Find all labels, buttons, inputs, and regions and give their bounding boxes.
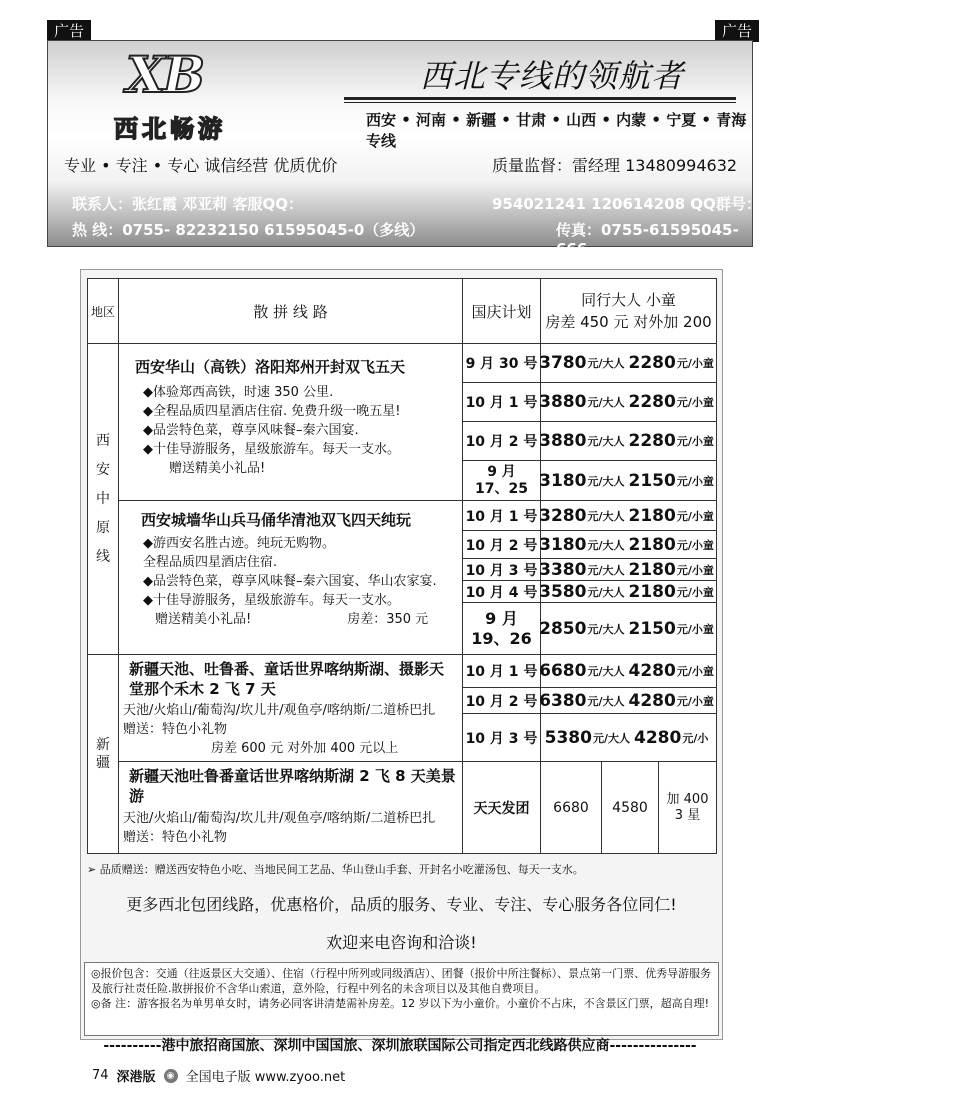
page-number: 74 [92, 1068, 109, 1083]
adult-price: 6680 [540, 761, 602, 854]
globe-icon: ◉ [164, 1069, 178, 1083]
price-cell [540, 713, 717, 762]
adult-unit: 元/大人 [587, 694, 625, 708]
slogan: 西北专线的领航者 [420, 57, 685, 95]
child-unit: 元/小童 [676, 396, 714, 409]
adult-unit: 元/大人 [587, 622, 625, 636]
region-char: 线 [96, 548, 110, 565]
motto: 专业 • 专注 • 专心 诚信经营 优质优价 [64, 156, 338, 175]
adult-unit: 元/大人 [587, 665, 625, 678]
child-unit: 元/小童 [676, 694, 714, 708]
price-cell [540, 460, 717, 501]
logo-text: 西北畅游 [114, 114, 226, 143]
adult-price: 6380 [539, 690, 587, 711]
adult-unit: 元/大人 [587, 563, 625, 577]
region-char: 原 [96, 519, 110, 536]
date-cell: 10 月 1 号 [462, 654, 541, 688]
quality-supervisor: 质量监督：雷经理 13480994632 [492, 156, 738, 175]
adult-price: 3280 [539, 505, 587, 526]
route-line: 房差 600 元 对外加 400 元以上 [211, 741, 399, 756]
adult-price: 6680 [539, 661, 587, 681]
header-price-line2: 房差 450 元 对外加 200 [545, 313, 712, 331]
header-price-line1: 同行大人 小童 [581, 291, 676, 309]
adult-unit: 元/大人 [587, 585, 625, 599]
adult-unit: 元/大人 [587, 474, 625, 488]
child-price: 4280 [628, 661, 676, 681]
route-line: ◆十佳导游服务，星级旅游车。每天一支水。 [143, 442, 400, 457]
price-cell [540, 687, 717, 714]
child-unit: 元/小童 [676, 357, 714, 370]
child-price: 2280 [628, 392, 676, 412]
date-cell: 9 月 17、25 [462, 460, 541, 501]
adult-price: 3780 [539, 353, 587, 373]
adult-price: 5380 [544, 727, 592, 748]
adult-price: 2850 [539, 618, 587, 639]
price-cell [540, 654, 717, 688]
region-char: 疆 [96, 755, 110, 771]
price-cell [540, 580, 717, 603]
date-cell: 天天发团 [462, 761, 541, 854]
site-link[interactable]: 全国电子版 www.zyoo.net [185, 1070, 346, 1085]
header-plan: 国庆计划 [462, 278, 541, 344]
child-price: 2180 [628, 581, 676, 602]
region-char: 安 [96, 461, 110, 478]
child-price: 2180 [628, 559, 676, 580]
route-line: 赠送：特色小礼物 [123, 722, 228, 737]
date-cell: 10 月 1 号 [462, 500, 541, 531]
route-line: 赠送精美小礼品! [169, 461, 266, 476]
note-remarks: ◎备 注：游客报名为单男单女时，请务必同客讲清楚需补房差。12 岁以下为小童价。小童价不占床，不含景区门票，超高自理! [91, 997, 709, 1010]
price-cell [540, 530, 717, 559]
header-route: 散 拼 线 路 [118, 278, 463, 344]
route-title: 西安城墙华山兵马俑华清池双飞四天纯玩 [141, 511, 412, 529]
route-xian-huashan [118, 343, 463, 501]
route-xinjiang-8days [118, 761, 463, 854]
child-unit: 元/小童 [676, 435, 714, 448]
child-unit: 元/小童 [676, 563, 714, 577]
adult-price: 3580 [539, 581, 587, 602]
child-unit: 元/小童 [676, 665, 714, 678]
child-price: 2180 [628, 534, 676, 555]
header-region: 地区 [87, 278, 119, 344]
date-cell: 10 月 3 号 [462, 713, 541, 762]
price-cell [540, 558, 717, 581]
region-char: 新 [96, 737, 110, 753]
edition: 深港版 [116, 1070, 156, 1085]
route-line [141, 610, 462, 629]
price-table [87, 278, 717, 862]
date-cell: 10 月 1 号 [462, 382, 541, 422]
route-line: 天池/火焰山/葡萄沟/坎儿井/观鱼亭/喀纳斯/二道桥巴扎 [123, 811, 436, 826]
child-unit: 元/小童 [676, 538, 714, 552]
route-line: 天池/火焰山/葡萄沟/坎儿井/观鱼亭/喀纳斯/二道桥巴扎 [123, 703, 436, 718]
price-cell [540, 343, 717, 383]
date-cell: 10 月 2 号 [462, 421, 541, 461]
route-title: 新疆天池吐鲁番童话世界喀纳斯湖 2 飞 8 天美景游 [129, 767, 456, 805]
more-routes: 更多西北包团线路，优惠格价，品质的服务、专业、专注、专心服务各位同仁! [126, 895, 677, 914]
route-line: ◆全程品质四星酒店住宿. 免费升级一晚五星! [143, 404, 401, 419]
route-list: 西安 • 河南 • 新疆 • 甘肃 • 山西 • 内蒙 • 宁夏 • 青海专线 [366, 111, 747, 150]
note-includes: ◎报价包含：交通（往返景区大交通）、住宿（行程中所列或同级酒店）、团餐（报价中所注餐标）、景点第一门票、优秀导游服务及旅行社责任险.散拼报价不含华山索道，意外险，行程中列名的未含项目以及其他自费项目。 [91, 967, 712, 995]
hotline: 热 线：0755- 82232150 61595045-0（多线） [72, 221, 425, 239]
date-cell: 10 月 2 号 [462, 530, 541, 559]
fax: 传真：0755-61595045-666 [556, 221, 739, 258]
adult-unit: 元/大人 [587, 538, 625, 552]
adult-unit: 元/大人 [587, 435, 625, 448]
route-xinjiang-7days [118, 654, 463, 762]
child-unit: 元/小童 [676, 509, 714, 523]
child-unit: 元/小童 [676, 474, 714, 488]
adult-unit: 元/大人 [587, 396, 625, 409]
gift-note: ➢ 品质赠送：赠送西安特色小吃、当地民间工艺品、华山登山手套、开封名小吃灌汤包、每天一支水。 [87, 863, 584, 876]
adult-unit: 元/大人 [587, 509, 625, 523]
price-cell [540, 500, 717, 531]
region-xinjiang [87, 654, 119, 854]
route-title: 新疆天池、吐鲁番、童话世界喀纳斯湖、摄影天堂那个禾木 2 飞 7 天 [129, 660, 445, 698]
child-price: 2180 [628, 505, 676, 526]
region-char: 中 [96, 490, 110, 507]
date-cell: 10 月 2 号 [462, 687, 541, 714]
date-cell: 9 月 30 号 [462, 343, 541, 383]
route-line: ◆品尝特色菜，尊享风味餐–秦六国宴、华山农家宴. [143, 574, 437, 589]
child-price: 2150 [628, 470, 676, 491]
adult-price: 3180 [539, 470, 587, 491]
adult-unit: 元/大人 [587, 357, 625, 370]
extra-star: 3 星 [674, 807, 701, 823]
route-note: 房差：350 元 [347, 612, 429, 627]
contact-persons: 联系人：张红霞 邓亚莉 客服QQ： [72, 195, 303, 213]
price-cell [540, 382, 717, 422]
child-price: 2280 [628, 353, 676, 373]
date-cell: 9 月 19、26 [462, 602, 541, 655]
child-price: 4280 [628, 690, 676, 711]
ad-header [47, 40, 954, 258]
welcome-text: 欢迎来电咨询和洽谈! [326, 933, 477, 952]
child-unit: 元/小 [682, 731, 709, 745]
child-price: 2150 [628, 618, 676, 639]
route-line: ◆游西安名胜古迹。纯玩无购物。 [143, 536, 335, 551]
child-unit: 元/小童 [676, 622, 714, 636]
ad-label-right: 广告 [715, 20, 759, 42]
route-line: ◆体验郑西高铁，时速 350 公里. [143, 385, 334, 400]
date-cell: 10 月 4 号 [462, 580, 541, 603]
adult-price: 3880 [539, 392, 587, 412]
ad-label-left: 广告 [47, 20, 91, 42]
extra-charge: 加 400 [666, 791, 709, 807]
page-bar [92, 1066, 345, 1085]
footer-suppliers: ----------港中旅招商国旅、深圳中国国旅、深圳旅联国际公司指定西北线路供应商--------------- [103, 1038, 697, 1054]
child-unit: 元/小童 [676, 585, 714, 599]
header-price [540, 278, 717, 344]
route-xian-city [118, 500, 463, 655]
contact-line [72, 193, 954, 214]
qq-numbers: 954021241 120614208 QQ群号：105477467 105477779 [492, 195, 954, 213]
child-price: 4580 [601, 761, 659, 854]
route-line: 赠送：特色小礼物 [123, 830, 228, 845]
route-line: 全程品质四星酒店住宿. [143, 555, 278, 570]
logo-mark: XB [126, 45, 204, 104]
route-title: 西安华山（高铁）洛阳郑州开封双飞五天 [135, 358, 406, 376]
route-line: ◆十佳导游服务，星级旅游车。每天一支水。 [143, 593, 400, 608]
child-price: 4280 [634, 727, 682, 748]
route-gift: 赠送精美小礼品! [155, 612, 252, 627]
region-char: 西 [96, 432, 110, 449]
adult-unit: 元/大人 [592, 731, 630, 745]
price-cell [540, 602, 717, 655]
slogan-rule-thin [344, 102, 736, 103]
adult-price: 3380 [539, 559, 587, 580]
adult-price: 3180 [539, 534, 587, 555]
route-line: ◆品尝特色菜，尊享风味餐–秦六国宴. [143, 423, 359, 438]
region-xian [87, 343, 119, 655]
slogan-rule [344, 97, 736, 100]
extra-cell [658, 761, 717, 854]
adult-price: 3880 [539, 431, 587, 451]
child-price: 2280 [628, 431, 676, 451]
price-cell [540, 421, 717, 461]
date-cell: 10 月 3 号 [462, 558, 541, 581]
notes-box [84, 962, 719, 1036]
route-panel [80, 269, 723, 1040]
